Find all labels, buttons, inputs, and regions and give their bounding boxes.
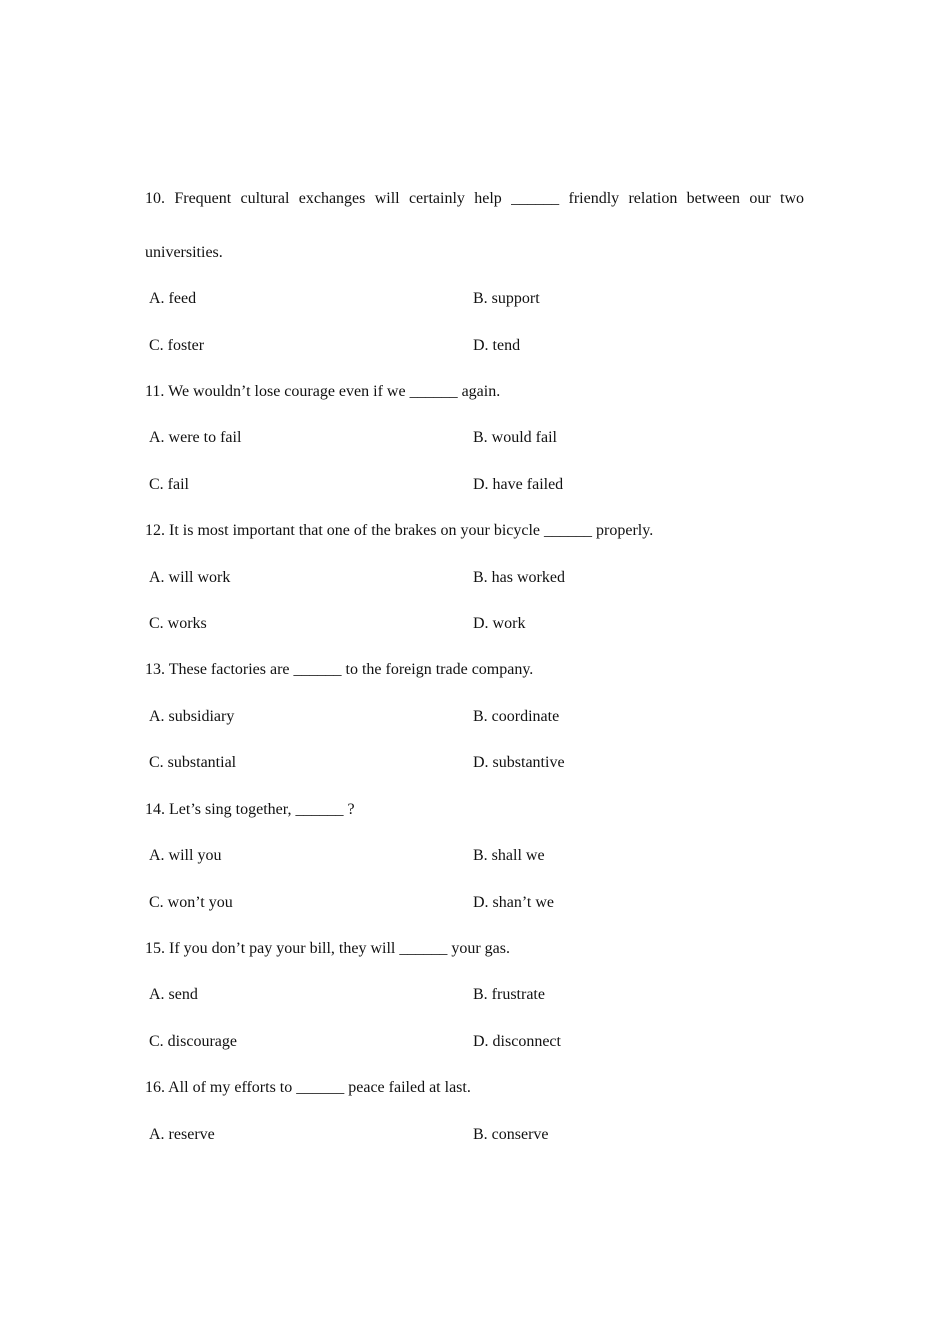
question-11-stem: 11. We wouldn’t lose courage even if we ______ again.: [145, 383, 501, 400]
question-10-option-c: C. foster: [149, 337, 205, 354]
question-13-option-c: C. substantial: [149, 754, 237, 771]
question-12-option-c: C. works: [149, 615, 207, 632]
question-10-stem-line2: universities.: [145, 244, 223, 261]
question-12-stem: 12. It is most important that one of the brakes on your bicycle ______ properly.: [145, 522, 654, 539]
question-11-option-a: A. were to fail: [149, 429, 242, 446]
question-12-option-d: D. work: [473, 615, 526, 632]
question-15-option-d: D. disconnect: [473, 1033, 561, 1050]
question-14-option-b: B. shall we: [473, 847, 545, 864]
question-15-option-c: C. discourage: [149, 1033, 237, 1050]
question-16-option-a: A. reserve: [149, 1126, 215, 1143]
question-10-option-d: D. tend: [473, 337, 521, 354]
question-10-option-b: B. support: [473, 290, 540, 307]
question-14-stem: 14. Let’s sing together, ______ ?: [145, 801, 355, 818]
question-13-option-b: B. coordinate: [473, 708, 560, 725]
question-14-option-c: C. won’t you: [149, 894, 233, 911]
question-15-option-a: A. send: [149, 986, 198, 1003]
question-13-stem: 13. These factories are ______ to the foreign trade company.: [145, 661, 534, 678]
question-12-option-b: B. has worked: [473, 569, 565, 586]
question-16-option-b: B. conserve: [473, 1126, 549, 1143]
question-11-option-d: D. have failed: [473, 476, 564, 493]
question-15-stem: 15. If you don’t pay your bill, they will ______ your gas.: [145, 940, 510, 957]
question-10-option-a: A. feed: [149, 290, 197, 307]
question-14-option-a: A. will you: [149, 847, 222, 864]
question-15-option-b: B. frustrate: [473, 986, 545, 1003]
question-10-stem-line1: 10. Frequent cultural exchanges will certainly help ______ friendly relation between our two: [145, 190, 804, 207]
question-11-option-b: B. would fail: [473, 429, 557, 446]
question-16-stem: 16. All of my efforts to ______ peace failed at last.: [145, 1079, 471, 1096]
question-13-option-a: A. subsidiary: [149, 708, 235, 725]
question-13-option-d: D. substantive: [473, 754, 565, 771]
question-11-option-c: C. fail: [149, 476, 189, 493]
question-14-option-d: D. shan’t we: [473, 894, 555, 911]
question-12-option-a: A. will work: [149, 569, 231, 586]
